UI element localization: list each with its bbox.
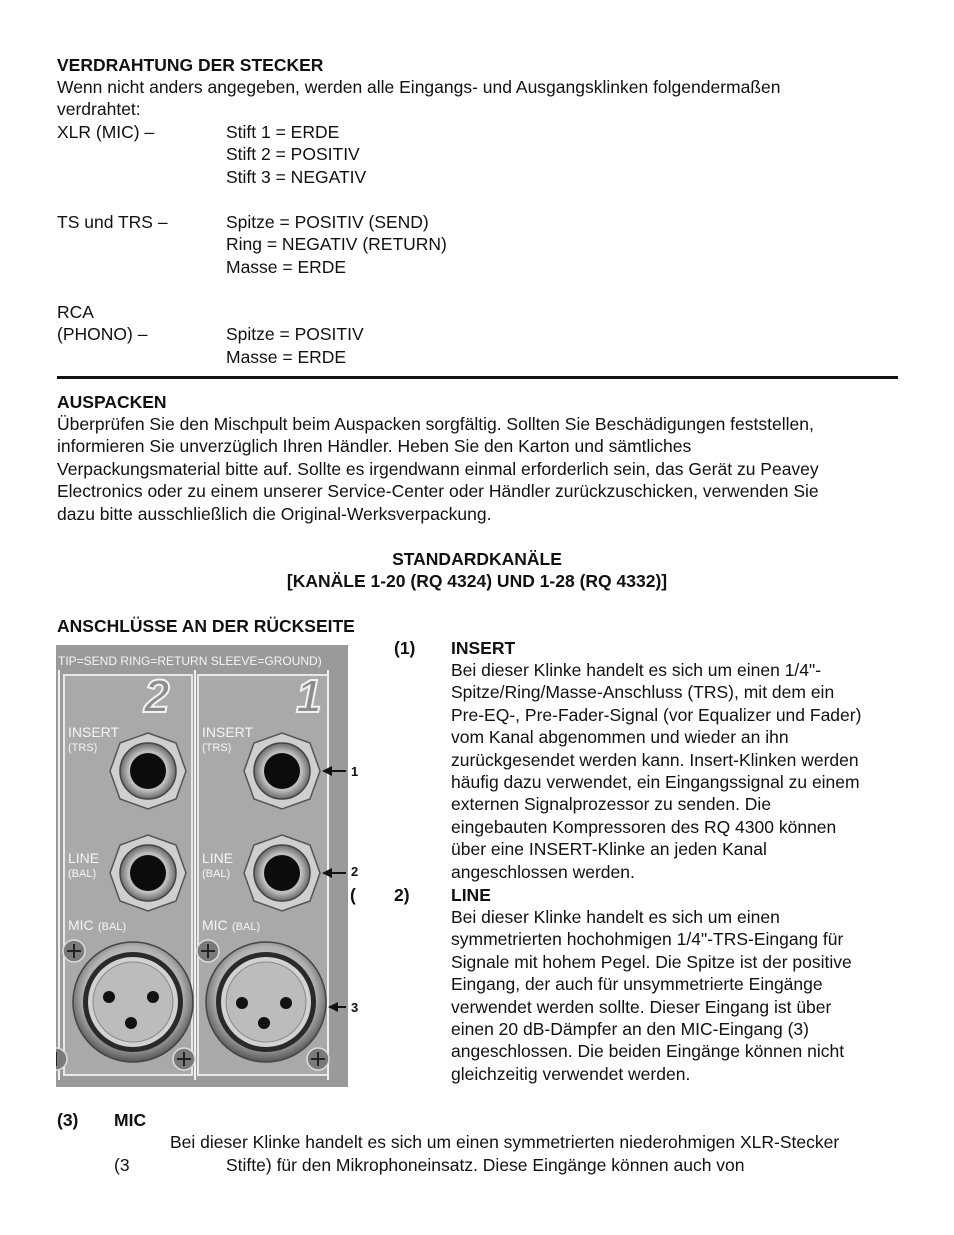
xlr-pin3: Stift 3 = NEGATIV [226, 167, 367, 187]
item-2-line: verwendet werden sollte. Dieser Eingang ist über [451, 996, 832, 1017]
mic-label: MIC [68, 917, 94, 933]
item-2-number: 2) [394, 885, 410, 905]
unpacking-paragraph [57, 413, 819, 525]
callout-label-1: 1 [351, 764, 359, 779]
item-1-line: über eine INSERT-Klinke an jeden Kanal [451, 839, 767, 860]
rca-tip: Spitze = POSITIV [226, 324, 364, 344]
trs-label: (TRS) [202, 742, 232, 754]
item-2-line: gleichzeitig verwendet werden. [451, 1063, 691, 1084]
item-3-number: (3) [57, 1110, 79, 1130]
item-1-line: vom Kanal abgenommen und wieder an ihn [451, 727, 789, 748]
channel-number-1: 1 [296, 670, 322, 722]
unpacking-heading: AUSPACKEN [57, 392, 167, 412]
item-1-line: angeschlossen werden. [451, 861, 635, 882]
insert-label: INSERT [202, 724, 254, 740]
xlr-pin1: Stift 1 = ERDE [226, 122, 340, 142]
panel-top-label: TIP=SEND RING=RETURN SLEEVE=GROUND) [58, 654, 322, 668]
unpacking-line: Verpackungsmaterial bitte auf. Sollte es irgendwann einmal erforderlich sein, das Gerät zu Peavey [57, 458, 819, 479]
trs-label: (TRS) [68, 742, 98, 754]
bal-label: (BAL) [202, 868, 231, 880]
item-2-description [451, 906, 852, 1085]
item-2-line: einen 20 dB-Dämpfer an den MIC-Eingang (3) [451, 1019, 809, 1040]
item-1-line: externen Signalprozessor zu senden. Die [451, 794, 772, 815]
standard-subtitle: [KANÄLE 1-20 (RQ 4324) UND 1-28 (RQ 4332)] [286, 571, 668, 591]
ts-label: TS und TRS – [57, 212, 168, 232]
item-3-line-prefix: (3 [114, 1155, 130, 1175]
bal-label: (BAL) [68, 868, 97, 880]
item-2-line: angeschlossen. Die beiden Eingänge können nicht [451, 1041, 845, 1062]
item-1-line: Spitze/Ring/Masse-Anschluss (TRS), mit dem ein [451, 682, 835, 703]
wiring-heading: VERDRAHTUNG DER STECKER [57, 55, 324, 75]
line-jack-ch2 [110, 835, 186, 911]
insert-jack-ch1 [244, 733, 320, 809]
mic-bal-label: (BAL) [98, 921, 127, 933]
standard-title: STANDARDKANÄLE [392, 549, 562, 569]
item-1-line: zurückgesendet werden kann. Insert-Klinken werden [451, 749, 859, 770]
wiring-intro-line: Wenn nicht anders angegeben, werden alle Eingangs- und Ausgangsklinken folgendermaßen [57, 77, 781, 97]
mic-bal-label: (BAL) [232, 921, 261, 933]
unpacking-line: informieren Sie unverzüglich Ihren Händler. Heben Sie den Karton und sämtliches [57, 436, 692, 457]
wiring-intro-line: verdrahtet: [57, 99, 141, 119]
screw-icon [197, 940, 219, 962]
callout-label-2: 2 [351, 864, 359, 879]
line-label: LINE [202, 850, 234, 866]
unpacking-line: Electronics oder zu einem unserer Service-Center oder Händler zurückzuschicken, verwenden Sie [57, 481, 819, 502]
item-2-paren: ( [350, 885, 356, 905]
line-jack-ch1 [244, 835, 320, 911]
item-2-line: Eingang, der auch für unsymmetrierte Eingänge [451, 974, 823, 995]
item-1-line: Pre-EQ-, Pre-Fader-Signal (vor Equalizer und Fader) [451, 704, 862, 725]
ts-sleeve: Masse = ERDE [226, 257, 347, 277]
rca-label-phono: (PHONO) – [57, 324, 148, 344]
rear-panel-illustration [56, 645, 364, 1090]
section-divider [57, 376, 898, 379]
item-2-line: Signale mit hohem Pegel. Die Spitze ist der positive [451, 951, 852, 972]
screw-icon [307, 1048, 329, 1070]
item-2-line: symmetrierten hochohmigen 1/4"-TRS-Eingang für [451, 929, 844, 950]
xlr-label: XLR (MIC) – [57, 122, 155, 142]
callout-label-3: 3 [351, 1000, 359, 1015]
xlr-jack-ch2 [73, 942, 193, 1062]
item-2-line: Bei dieser Klinke handelt es sich um einen [451, 907, 780, 927]
line-label: LINE [68, 850, 100, 866]
rca-label: RCA [57, 302, 94, 322]
item-1-line: Bei dieser Klinke handelt es sich um einen 1/4"- [451, 660, 822, 680]
screw-icon [63, 940, 85, 962]
insert-label: INSERT [68, 724, 120, 740]
insert-jack-ch2 [110, 733, 186, 809]
rear-heading: ANSCHLÜSSE AN DER RÜCKSEITE [57, 616, 355, 636]
item-1-description [451, 659, 861, 883]
rca-sleeve: Masse = ERDE [226, 347, 347, 367]
screw-icon [173, 1048, 195, 1070]
item-2-title: LINE [451, 885, 491, 905]
ts-tip: Spitze = POSITIV (SEND) [226, 212, 429, 232]
item-3-line: Stifte) für den Mikrophoneinsatz. Diese Eingänge können auch von [226, 1155, 745, 1175]
xlr-pin2: Stift 2 = POSITIV [226, 144, 360, 164]
unpacking-line: Überprüfen Sie den Mischpult beim Auspacken sorgfältig. Sollten Sie Beschädigungen feststellen, [57, 414, 814, 434]
item-1-line: häufig dazu verwendet, ein Eingangssignal zu einem [451, 772, 860, 793]
ts-ring: Ring = NEGATIV (RETURN) [226, 234, 447, 254]
channel-number-2: 2 [144, 670, 170, 722]
item-1-number: (1) [394, 638, 416, 658]
unpacking-line: dazu bitte ausschließlich die Original-Werksverpackung. [57, 503, 492, 524]
item-1-title: INSERT [451, 638, 516, 658]
item-1-line: eingebauten Kompressoren des RQ 4300 können [451, 816, 837, 837]
xlr-jack-ch1 [206, 942, 326, 1062]
item-3-line: Bei dieser Klinke handelt es sich um einen symmetrierten niederohmigen XLR-Stecker [170, 1132, 840, 1152]
item-3-title: MIC [114, 1110, 147, 1130]
mic-label: MIC [202, 917, 228, 933]
